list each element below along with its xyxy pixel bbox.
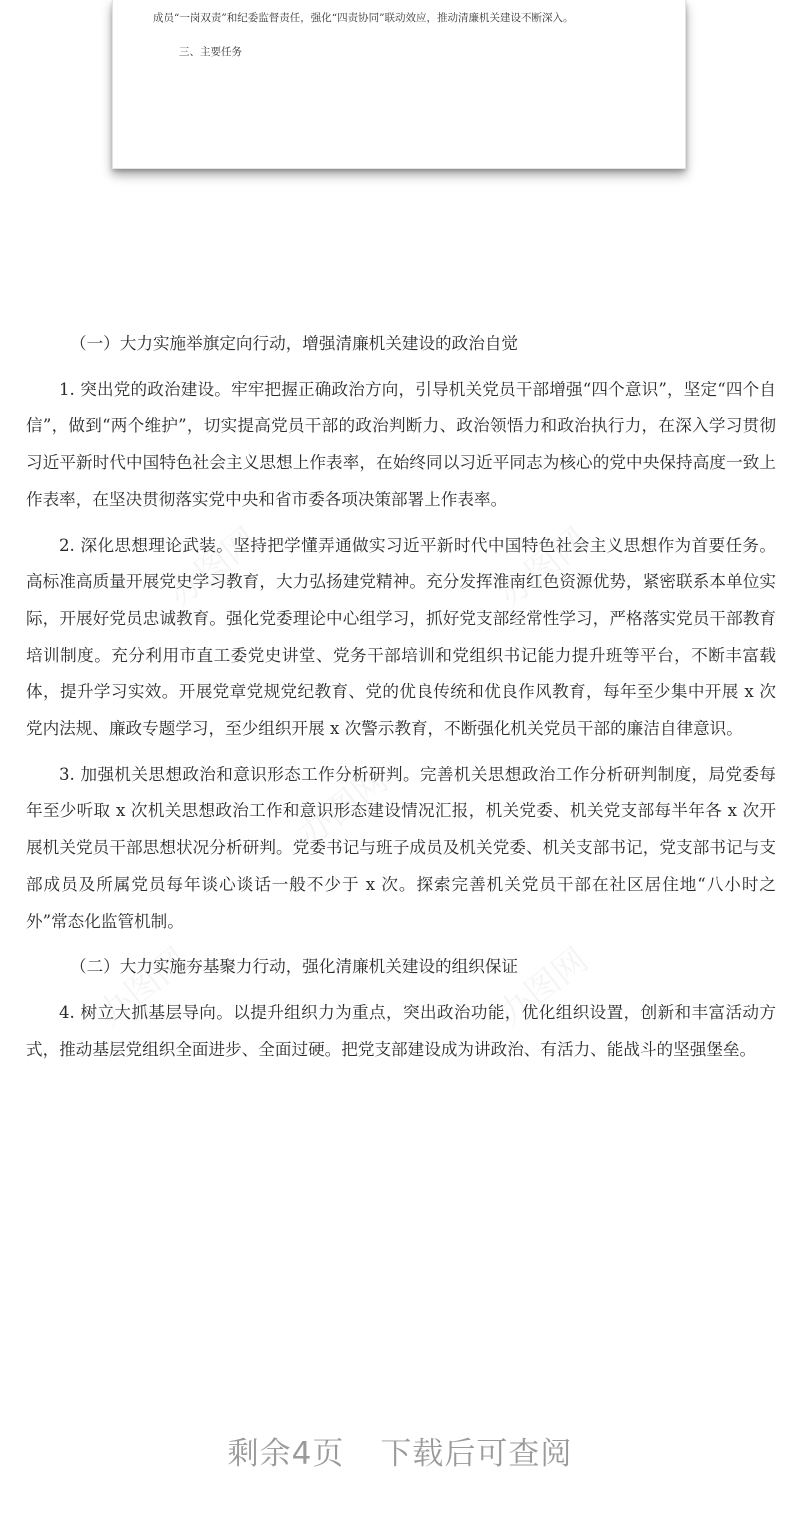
preview-text-line: 成员“一岗双责”和纪委监督责任，强化“四责协同”联动效应，推动清廉机关建设不断深入。 xyxy=(153,12,574,24)
document-preview-card xyxy=(112,0,686,169)
remaining-pages-banner[interactable] xyxy=(0,1428,800,1473)
section-heading: （二）大力实施夯基聚力行动，强化清廉机关建设的组织保证 xyxy=(70,957,519,977)
preview-section-title: 三、主要任务 xyxy=(179,46,242,58)
download-hint-text: 下载后可查阅 xyxy=(380,1436,573,1472)
section-heading: （一）大力实施举旗定向行动，增强清廉机关建设的政治自觉 xyxy=(70,334,519,353)
paragraph: 1. 突出党的政治建设。牢牢把握正确政治方向，引导机关党员干部增强“四个意识”，坚定“四个自信”，做到“两个维护”，切实提高党员干部的政治判断力、政治领悟力和政治执行力，在深入学习贯彻习近平新时代中国特色社会主义思想上作表率，在始终同以习近平同志为核心的党中央保持高度一致上作表率，在坚决贯彻落实党中央和省市委各项决策部署上作表率。 xyxy=(26,379,776,509)
paragraph: 3. 加强机关思想政治和意识形态工作分析研判。完善机关思想政治工作分析研判制度，局党委每年至少听取 x 次机关思想政治工作和意识形态建设情况汇报，机关党委、机关党支部每半年各 x 次开展机关党员干部思想状况分析研判。党委书记与班子成员及机关党委、机关支部书记，党支部书记与支部成员及所属党员每年谈心谈话一般不少于 x 次。探索完善机关党员干部在社区居住地“八小时之外”常态化监管机制。 xyxy=(26,764,776,931)
paragraph: 4. 树立大抓基层导向。以提升组织力为重点，突出政治功能，优化组织设置，创新和丰富活动方式，推动基层党组织全面进步、全面过硬。把党支部建设成为讲政治、有活力、能战斗的坚强堡垒。 xyxy=(26,1002,776,1059)
paragraph: 2. 深化思想理论武装。坚持把学懂弄通做实习近平新时代中国特色社会主义思想作为首要任务。高标准高质量开展党史学习教育，大力弘扬建党精神。充分发挥淮南红色资源优势，紧密联系本单位实际，开展好党员忠诚教育。强化党委理论中心组学习，抓好党支部经常性学习，严格落实党员干部教育培训制度。充分利用市直工委党史讲堂、党务干部培训和党组织书记能力提升班等平台，不断丰富载体，提升学习实效。开展党章党规党纪教育、党的优良传统和优良作风教育，每年至少集中开展 x 次党内法规、廉政专题学习，至少组织开展 x 次警示教育，不断强化机关党员干部的廉洁自律意识。 xyxy=(26,535,776,739)
remaining-pages-text: 剩余4页 xyxy=(227,1436,345,1472)
document-body xyxy=(26,326,776,1077)
